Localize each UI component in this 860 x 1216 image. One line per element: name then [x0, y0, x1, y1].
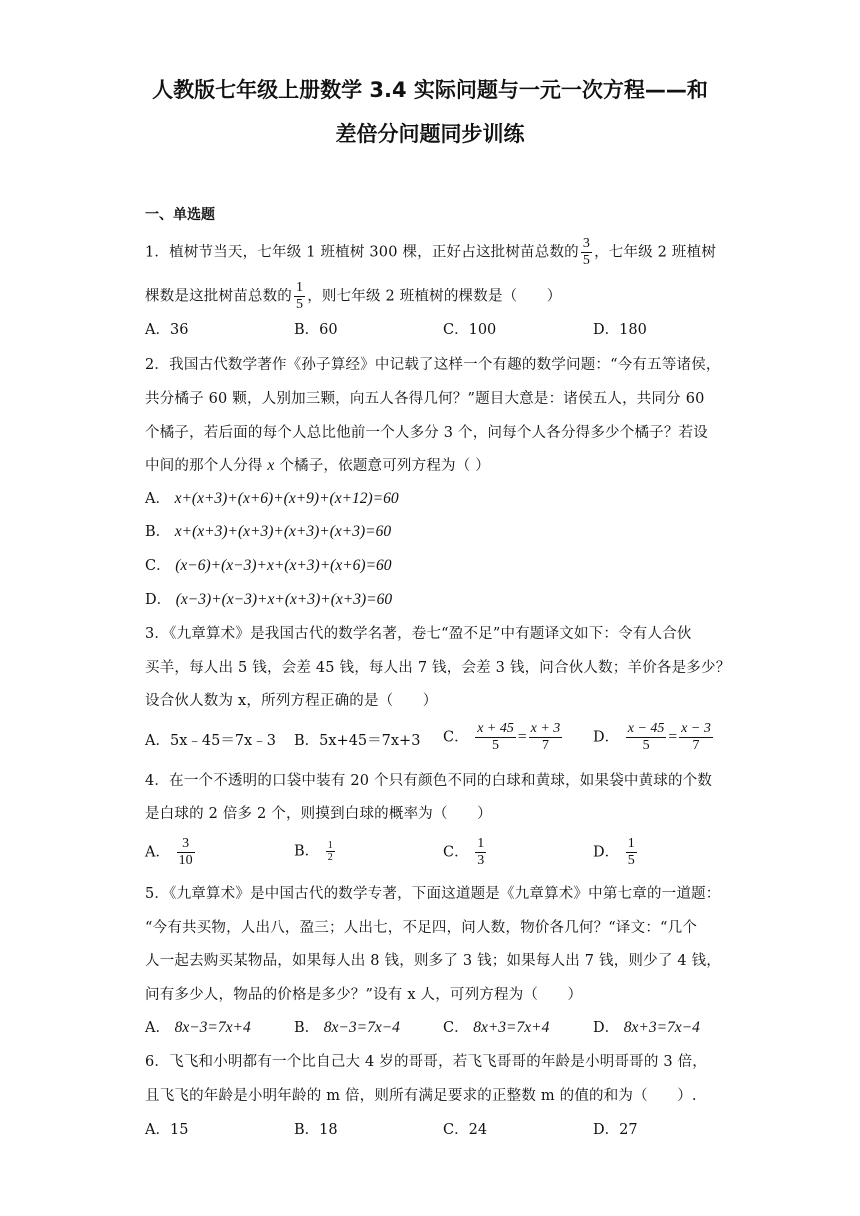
option-fraction — [679, 721, 713, 754]
option-equation: 8x−3=7x−4 — [323, 1019, 400, 1036]
q2-option-b — [145, 522, 391, 542]
q2-option-c — [145, 556, 392, 576]
equals-sign: = — [668, 728, 678, 746]
q2-variable: x — [267, 457, 275, 474]
fraction-denominator: 5 — [296, 297, 304, 312]
fraction-denominator: 2 — [327, 852, 333, 863]
fraction-numerator: 1 — [627, 836, 635, 851]
section-heading: 一、单选题 — [145, 207, 215, 223]
option-equation: 8x−3=7x+4 — [174, 1019, 251, 1036]
option-label: B． — [294, 843, 320, 860]
option-fraction — [475, 721, 516, 754]
q5-line-3: 人一起去购买某物品，如果每人出 8 钱，则多了 3 钱；如果每人出 7 钱，则少了 4 钱， — [145, 953, 721, 969]
option-label: C． — [443, 844, 469, 861]
option-label: A． — [145, 1020, 170, 1036]
q2-line-4 — [145, 456, 490, 476]
q5-line-1: 5．《九章算术》是中国古代的数学专著，下面这道题是《九章算术》中第七章的一道题： — [145, 886, 721, 902]
option-equation: x+(x+3)+(x+6)+(x+9)+(x+12)=60 — [174, 490, 399, 507]
q5-option-b — [294, 1018, 400, 1038]
document-title-line-2: 差倍分问题同步训练 — [335, 122, 525, 146]
option-label: A． — [145, 844, 170, 861]
q4-option-d — [593, 836, 639, 869]
option-fraction — [475, 836, 486, 869]
option-equation: (x−6)+(x−3)+x+(x+3)+(x+6)=60 — [175, 557, 392, 574]
q2-line-1: 2．我国古代数学著作《孙子算经》中记载了这样一个有趣的数学问题：“今有五等诸侯， — [145, 357, 721, 373]
fraction-numerator: 3 — [177, 836, 195, 853]
q3-option-a: A．5x﹣45＝7x﹣3 — [145, 733, 276, 749]
option-fraction — [626, 836, 637, 869]
q3-option-b: B．5x+45＝7x+3 — [294, 733, 421, 749]
fraction-denominator: 7 — [541, 738, 549, 753]
q4-option-b — [294, 840, 337, 863]
option-label: C． — [145, 558, 171, 574]
fraction-numerator: 3 — [582, 236, 591, 251]
q5-option-d — [593, 1018, 700, 1038]
q1-option-d: D．180 — [593, 322, 647, 338]
q1-text-d: ，则七年级 2 班植树的棵数是（ ） — [307, 288, 562, 305]
fraction-numerator: 1 — [296, 280, 304, 295]
fraction-numerator: x − 45 — [627, 721, 665, 736]
q3-option-d — [593, 721, 715, 754]
q4-line-1: 4．在一个不透明的口袋中装有 20 个只有颜色不同的白球和黄球，如果袋中黄球的个数 — [145, 773, 713, 789]
q5-line-4: 问有多少人，物品的价格是多少？”设有 x 人，可列方程为（ ） — [145, 987, 583, 1003]
q3-line-2: 买羊，每人出 5 钱，会差 45 钱，每人出 7 钱，会差 3 钱，问合伙人数；羊价各是多少？ — [145, 660, 731, 676]
fraction-denominator: 5 — [492, 738, 500, 753]
fraction-numerator: x − 3 — [681, 721, 711, 736]
option-label: B． — [145, 524, 171, 540]
option-label: A． — [145, 491, 170, 507]
fraction-denominator: 5 — [627, 853, 635, 868]
fraction-denominator: 10 — [178, 853, 193, 868]
fraction-denominator: 7 — [692, 738, 700, 753]
fraction-denominator: 5 — [582, 253, 591, 268]
q2-line-3: 个橘子，若后面的每个人总比他前一个人多分 3 个，问每个人各分得多少个橘子？若设 — [145, 425, 708, 441]
q1-option-c: C．100 — [443, 322, 497, 338]
q2-option-a — [145, 489, 399, 509]
q6-option-d: D．27 — [593, 1122, 638, 1138]
q5-option-a — [145, 1018, 251, 1038]
q6-option-a: A．15 — [145, 1122, 189, 1138]
option-label: C． — [443, 1020, 469, 1036]
option-equation: 8x+3=7x+4 — [473, 1019, 550, 1036]
fraction-numerator: 1 — [477, 836, 485, 851]
q1-line-1 — [145, 236, 716, 269]
q6-line-1: 6．飞飞和小明都有一个比自己大 4 岁的哥哥，若飞飞哥哥的年龄是小明哥哥的 3 倍， — [145, 1054, 708, 1070]
q6-line-2: 且飞飞的年龄是小明年龄的 m 倍，则所有满足要求的正整数 m 的值的和为（ ）. — [145, 1088, 697, 1104]
option-label: C． — [443, 729, 469, 746]
option-label: D． — [593, 1020, 620, 1036]
fraction-denominator: 5 — [642, 738, 650, 753]
document-title-line-1: 人教版七年级上册数学 3.4 实际问题与一元一次方程——和 — [152, 78, 708, 102]
q4-option-a — [145, 836, 197, 869]
equals-sign: = — [517, 728, 527, 746]
q2-option-d — [145, 590, 392, 610]
q5-line-2: “今有共买物，人出八，盈三；人出七，不足四，问人数，物价各几何？“译文：“几个 — [145, 920, 698, 936]
option-fraction — [326, 840, 335, 863]
option-fraction — [529, 721, 563, 754]
option-label: B． — [294, 1020, 320, 1036]
q1-option-a: A．36 — [145, 322, 189, 338]
q2-text-a: 中间的那个人分得 — [145, 458, 268, 474]
option-equation: 8x+3=7x−4 — [623, 1019, 700, 1036]
q5-option-c — [443, 1018, 549, 1038]
q3-line-3: 设合伙人数为 x，所列方程正确的是（ ） — [145, 693, 438, 709]
q1-text-b: ，七年级 2 班植树 — [594, 244, 717, 261]
q1-text-c: 棵数是这批树苗总数的 — [145, 288, 292, 305]
fraction-numerator: x + 3 — [530, 721, 561, 736]
fraction-numerator: x + 45 — [477, 721, 514, 736]
option-label: D． — [593, 844, 620, 861]
option-equation: x+(x+3)+(x+3)+(x+3)+(x+3)=60 — [174, 523, 392, 540]
q6-option-c: C．24 — [443, 1122, 488, 1138]
fraction-denominator: 3 — [477, 853, 485, 868]
q2-line-2: 共分橘子 60 颗，人别加三颗，向五人各得几何？”题目大意是：诸侯五人，共同分 60 — [145, 391, 705, 407]
q4-line-2: 是白球的 2 倍多 2 个，则摸到白球的概率为（ ） — [145, 806, 492, 822]
q1-text-a: 1．植树节当天，七年级 1 班植树 300 棵，正好占这批树苗总数的 — [145, 244, 579, 261]
option-equation: (x−3)+(x−3)+x+(x+3)+(x+3)=60 — [175, 591, 393, 608]
q1-fraction-3-5 — [581, 236, 592, 269]
option-label: D． — [593, 729, 620, 746]
q6-option-b: B．18 — [294, 1122, 338, 1138]
q2-text-b: 个橘子，依题意可列方程为（ ） — [274, 458, 490, 474]
q1-option-b: B．60 — [294, 322, 338, 338]
option-fraction — [177, 836, 195, 869]
q3-option-c — [443, 721, 564, 754]
q1-line-2 — [145, 280, 561, 313]
fraction-numerator: 1 — [327, 840, 333, 851]
option-fraction — [626, 721, 667, 754]
q3-line-1: 3．《九章算术》是我国古代的数学名著，卷七“盈不足”中有题译文如下：令有人合伙 — [145, 626, 692, 642]
q4-option-c — [443, 836, 488, 869]
q1-fraction-1-5 — [294, 280, 305, 313]
option-label: D． — [145, 592, 172, 608]
